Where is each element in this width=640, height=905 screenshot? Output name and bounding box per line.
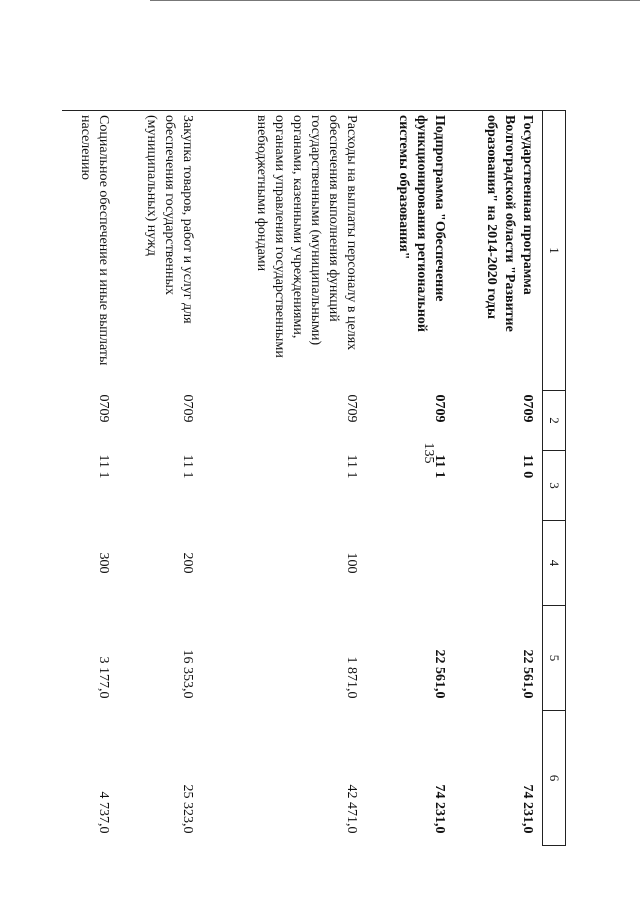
page-number: 135 [421, 442, 436, 464]
row-amount-5: 22 561,0 [520, 649, 535, 699]
row-amount-6: 42 471,0 [344, 784, 359, 834]
header-cell-4: 4 [543, 521, 566, 606]
header-cell-5: 5 [543, 606, 566, 711]
row-section: 0709 [96, 394, 111, 423]
row-section: 0709 [520, 394, 535, 423]
table-row [454, 111, 543, 846]
row-expense-type: 200 [180, 552, 195, 574]
row-amount-5: 1 871,0 [344, 656, 359, 699]
header-cell-2: 2 [543, 391, 566, 451]
row-program: 11 1 [344, 454, 359, 479]
row-name: Социальное обеспечение и иные выплаты населению [62, 111, 118, 391]
row-expense-type: 100 [344, 552, 359, 574]
row-name: Государственная программа Волгоградской области "Развитие образования" на 2014-2020 годы [454, 111, 543, 391]
row-amount-5: 16 353,0 [180, 649, 195, 699]
rotated-page [78, 110, 566, 845]
row-expense-type: 300 [96, 552, 111, 574]
row-name: Подпрограмма "Обеспечение функционирования региональной системы образования" [366, 111, 454, 391]
header-row [543, 111, 566, 846]
table-row [366, 111, 454, 846]
budget-table [62, 110, 566, 846]
row-program: 11 1 [432, 454, 447, 479]
table-row [202, 111, 366, 846]
header-cell-3: 3 [543, 451, 566, 521]
row-amount-6: 4 737,0 [96, 791, 111, 834]
row-section: 0709 [180, 394, 195, 423]
header-cell-6: 6 [543, 711, 566, 846]
row-amount-5: 3 177,0 [96, 656, 111, 699]
row-section: 0709 [432, 394, 447, 423]
row-program: 11 1 [180, 454, 195, 479]
row-amount-6: 74 231,0 [432, 784, 447, 834]
row-name: Закупка товаров, работ и услуг для обеспечения государственных (муниципальных) нужд [118, 111, 202, 391]
table-row [62, 111, 118, 846]
row-name: Расходы на выплаты персоналу в целях обеспечения выполнения функций государственными (муниципальными) органами, казенными учреждениями, органами управления государственными внебюджетными фондами [202, 111, 366, 391]
header-cell-1: 1 [543, 111, 566, 391]
table-row [118, 111, 202, 846]
row-amount-6: 74 231,0 [520, 784, 535, 834]
row-program: 11 0 [520, 454, 535, 479]
row-amount-6: 25 323,0 [180, 784, 195, 834]
row-expense-type [366, 521, 454, 606]
row-program: 11 1 [96, 454, 111, 479]
row-expense-type [454, 521, 543, 606]
scan-top-rule [150, 0, 640, 1]
row-amount-5: 22 561,0 [432, 649, 447, 699]
row-section: 0709 [344, 394, 359, 423]
